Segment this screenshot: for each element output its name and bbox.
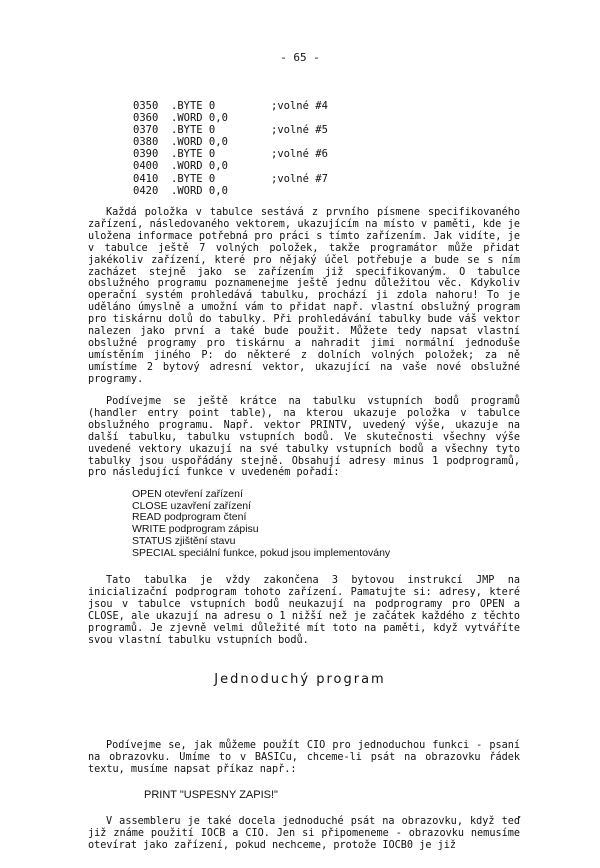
section-heading: Jednoduchý program (214, 672, 386, 687)
paragraph-jmp-note: Tato tabulka je vždy zakončena 3 bytovou instrukcí JMP na inicializační podprogram tohoto zařízení. Pamatujte si: adresy, které jsou v tabulce vstupních bodů neukazují na podprogramy pro OPEN a CLOSE, ale ukazují na adresu o 1 nižší než je začátek každého z těchto programů. Je zjevně velmi důležité mít toto na paměti, když vytváříte svou vlastní tabulku vstupních bodů. (88, 575, 520, 646)
paragraph-assembler: V assembleru je také docela jednoduché psát na obrazovku, když teď již známe použití IOCB a CIO. Jen si připomeneme - obrazovku nemusíme otevírat jako zařízení, pokud nechceme, protože IOCB0 je již (88, 816, 520, 851)
function-list (132, 489, 390, 559)
paragraph-handler-table: Každá položka v tabulce sestává z prvního písmene specifikovaného zařízení, následovaného vektorem, ukazujícím na místo v paměti, kde je uložena informace potřebná pro práci s tímto zařízením. Jak vidíte, je v tabulce ještě 7 volných položek, takže programátor může přidat jakékoliv zařízení, které pro nějaký účel potřebuje a bude se s ním zacházet stejně jako se zařízením již specifikovaným. O tabulce obslužného programu poznamenejme ještě jednu důležitou věc. Kdykoliv operační systém prohledává tabulku, prochází ji zdola nahoru! To je uděláno úmyslně a umožní vám to přidat např. vlastní obslužný program pro tiskárnu dolů do tabulky. Při prohledávání tabulky bude váš vektor nalezen jako první a také bude použit. Můžete tedy napsat vlastní obslužné programy pro tiskárnu a nahradit jimi normální jednoduše umístěním jiného P: do některé z dolních volných položek; za ně umístíme 2 bytový adresní vektor, ukazující na vaše nové obslužné programy. (88, 207, 520, 385)
page-number: - 65 - (280, 51, 320, 64)
paragraph-cio-intro: Podívejme se, jak můžeme použít CIO pro jednoduchou funkci - psaní na obrazovku. Umíme to v BASICu, chceme-li psát na obrazovku řádek textu, musíme napsat příkaz např.: (88, 740, 520, 775)
code-listing (133, 100, 328, 197)
code-line: 0390 .BYTE 0 ;volné #6 (133, 148, 328, 161)
code-line: 0400 .WORD 0,0 (133, 160, 228, 173)
code-line: 0380 .WORD 0,0 (133, 136, 228, 149)
list-item: STATUS zjištění stavu (132, 534, 236, 547)
list-item: CLOSE uzavření zařízení (132, 499, 252, 512)
list-item: SPECIAL speciální funkce, pokud jsou implementovány (132, 546, 391, 559)
basic-print-statement: PRINT "USPESNY ZAPIS!" (144, 789, 278, 801)
code-line: 0420 .WORD 0,0 (133, 184, 228, 197)
list-item: OPEN otevření zařízení (132, 488, 243, 500)
code-line: 0370 .BYTE 0 ;volné #5 (133, 124, 328, 137)
code-line: 0410 .BYTE 0 ;volné #7 (133, 172, 328, 185)
code-line: 0350 .BYTE 0 ;volné #4 (133, 100, 328, 112)
list-item: WRITE podprogram zápisu (132, 523, 259, 536)
paragraph-entry-point-table: Podívejme se ještě krátce na tabulku vstupních bodů programů (handler entry point table), na kterou ukazuje položka v tabulce obslužného programu. Např. vektor PRINTV, uvedený výše, ukazuje na další tabulku, tabulku vstupních bodů. Ve skutečnosti všechny výše uvedené vektory ukazují na své tabulky vstupních bodů a všechny tyto tabulky jsou uspořádány stejně. Obsahují adresy minus 1 podprogramů, pro následující funkce v uvedeném pořadí: (88, 396, 520, 479)
list-item: READ podprogram čtení (132, 511, 247, 524)
code-line: 0360 .WORD 0,0 (133, 112, 228, 125)
